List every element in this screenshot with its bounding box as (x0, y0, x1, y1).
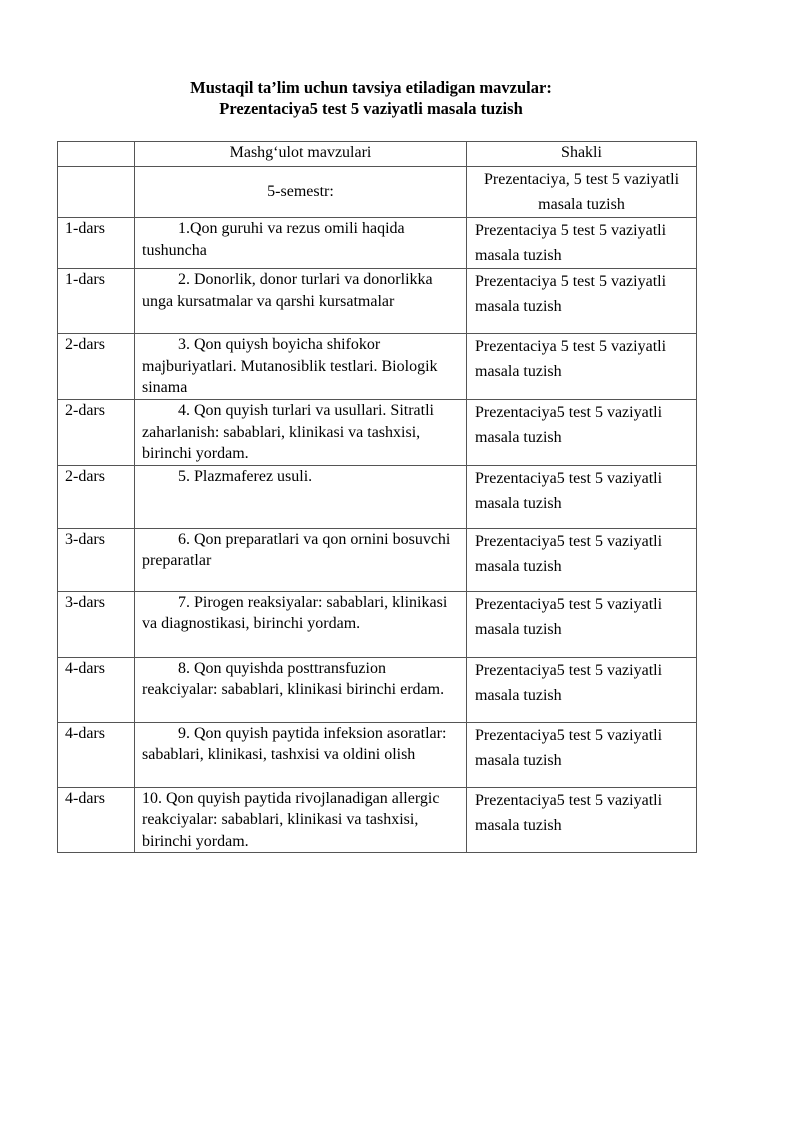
document-heading (0, 77, 742, 119)
topic-cell (135, 528, 467, 591)
topic-cell (135, 465, 467, 528)
header-topics-cell: Mashg‘ulot mavzulari (135, 142, 467, 167)
form-cell: Prezentaciya5 test 5 vaziyatli masala tuzish (467, 528, 697, 591)
topic-text: Qon guruhi va rezus omili haqida tushuncha (142, 220, 405, 259)
topic-number: 7. (178, 593, 190, 611)
form-cell: Prezentaciya 5 test 5 vaziyatli masala tuzish (467, 334, 697, 400)
lesson-cell: 2-dars (58, 400, 135, 466)
table-row (58, 400, 697, 466)
table-row (58, 657, 697, 722)
form-cell: Prezentaciya5 test 5 vaziyatli masala tuzish (467, 591, 697, 657)
topic-number: 3. (178, 336, 190, 353)
topic-text: Qon quyish paytida infeksion asoratlar: sabablari, klinikasi, tashxisi va oldini olish (142, 724, 447, 763)
topic-number: 2. (178, 271, 190, 288)
topics-table (57, 141, 697, 853)
topic-cell (135, 269, 467, 334)
topic-cell (135, 787, 467, 853)
lesson-cell: 4-dars (58, 787, 135, 853)
table-row (58, 334, 697, 400)
form-cell: Prezentaciya5 test 5 vaziyatli masala tuzish (467, 465, 697, 528)
heading-line-2: Prezentaciya5 test 5 vaziyatli masala tuzish (219, 99, 523, 118)
topic-text: Qon quyishda posttransfuzion reakciyalar: sabablari, klinikasi birinchi erdam. (142, 659, 445, 698)
heading-line-1: Mustaqil ta’lim uchun tavsiya etiladigan mavzular: (190, 78, 552, 97)
lesson-cell: 4-dars (58, 722, 135, 787)
table-row (58, 218, 697, 269)
lesson-cell: 2-dars (58, 465, 135, 528)
table-row (58, 269, 697, 334)
lesson-cell: 3-dars (58, 591, 135, 657)
topic-number: 1. (178, 220, 190, 237)
lesson-cell: 1-dars (58, 269, 135, 334)
header-form-cell: Shakli (467, 142, 697, 167)
topic-text: Pirogen reaksiyalar: sabablari, klinikasi va diagnostikasi, birinchi yordam. (142, 593, 448, 632)
topic-text: Qon quiysh boyicha shifokor majburiyatlari. Mutanosiblik testlari. Biologik sinama (142, 336, 438, 396)
table-row (58, 465, 697, 528)
semester-form: Prezentaciya, 5 test 5 vaziyatli masala tuzish (467, 167, 697, 218)
topic-cell (135, 334, 467, 400)
topic-number: 4. (178, 402, 190, 419)
form-cell: Prezentaciya5 test 5 vaziyatli masala tuzish (467, 787, 697, 853)
form-cell: Prezentaciya 5 test 5 vaziyatli masala tuzish (467, 269, 697, 334)
form-cell: Prezentaciya5 test 5 vaziyatli masala tuzish (467, 657, 697, 722)
table-header-row (58, 142, 697, 167)
lesson-cell: 4-dars (58, 657, 135, 722)
topic-number: 10. (142, 789, 162, 807)
topic-cell (135, 400, 467, 466)
lesson-cell: 3-dars (58, 528, 135, 591)
form-cell: Prezentaciya 5 test 5 vaziyatli masala tuzish (467, 218, 697, 269)
table-row (58, 528, 697, 591)
semester-empty-cell (58, 167, 135, 218)
lesson-cell: 1-dars (58, 218, 135, 269)
topic-text: Qon preparatlari va qon ornini bosuvchi preparatlar (142, 530, 451, 569)
topic-text: Qon quyish turlari va usullari. Sitratli zaharlanish: sabablari, klinikasi va tashxisi, birinchi yordam. (142, 402, 434, 462)
form-cell: Prezentaciya5 test 5 vaziyatli masala tuzish (467, 400, 697, 466)
topic-text: Plazmaferez usuli. (194, 467, 313, 485)
semester-row (58, 167, 697, 218)
topic-cell (135, 722, 467, 787)
topic-number: 8. (178, 659, 190, 677)
topic-cell (135, 591, 467, 657)
lesson-cell: 2-dars (58, 334, 135, 400)
topic-text: Qon quyish paytida rivojlanadigan allergic reakciyalar: sabablari, klinikasi va tashxisi, birinchi yordam. (142, 789, 440, 850)
table-row (58, 722, 697, 787)
topic-cell (135, 218, 467, 269)
semester-label: 5-semestr: (135, 167, 467, 218)
table-row (58, 787, 697, 853)
form-cell: Prezentaciya5 test 5 vaziyatli masala tuzish (467, 722, 697, 787)
topic-number: 9. (178, 724, 190, 742)
header-lesson-cell (58, 142, 135, 167)
topic-text: Donorlik, donor turlari va donorlikka unga kursatmalar va qarshi kursatmalar (142, 271, 433, 310)
topic-number: 6. (178, 530, 190, 548)
topic-cell (135, 657, 467, 722)
topic-number: 5. (178, 467, 190, 485)
table-row (58, 591, 697, 657)
